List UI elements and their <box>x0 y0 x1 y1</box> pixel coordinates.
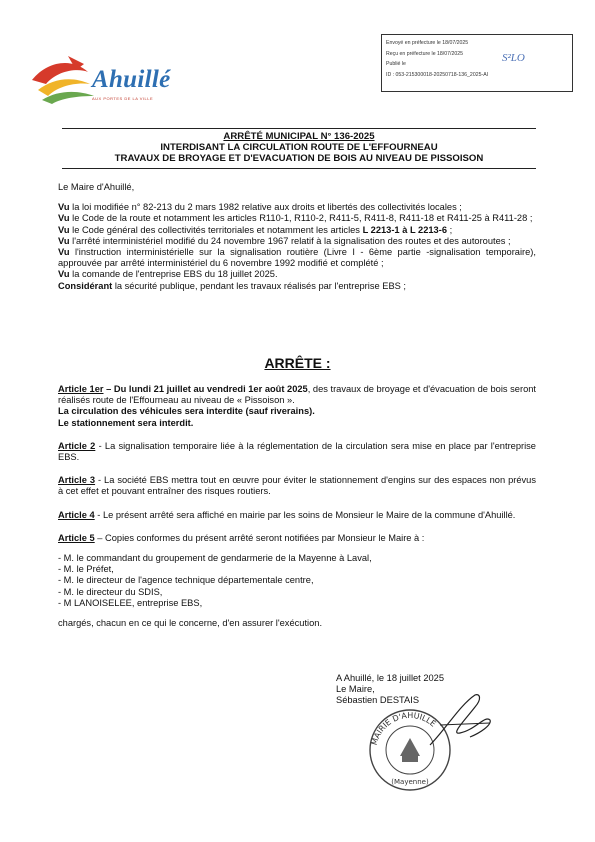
vu-item: Vu la comande de l'entreprise EBS du 18 juillet 2025. <box>58 269 278 280</box>
logo-wordmark: Ahuillé <box>92 66 171 93</box>
closing-line: chargés, chacun en ce qui le concerne, d'en assurer l'exécution. <box>58 618 323 629</box>
stamp-id: ID : 053-215300018-20250718-136_2025-AI <box>386 71 489 78</box>
vu-item: Vu la loi modifiée n° 82-213 du 2 mars 1982 relative aux droits et libertés des collectivités locales ; <box>58 202 462 213</box>
list-item: - M. le directeur du SDIS, <box>58 586 163 597</box>
vu-item: Vu l'instruction interministérielle sur la signalisation routière (Livre I - 6ème partie -signalisation temporaire), approuvée par arrêté interministériel du 6 novembre 1992 modifié et complété ; <box>58 247 536 269</box>
list-item: - M. le commandant du groupement de gendarmerie de la Mayenne à Laval, <box>58 553 372 564</box>
title-works: TRAVAUX DE BROYAGE ET D'EVACUATION DE BOIS AU NIVEAU DE PISSOISON <box>114 152 484 164</box>
article-3: Article 3 - La société EBS mettra tout en œuvre pour éviter le stationnement d'engins sur des espaces non prévus à cet effet et pouvant entraîner des risques routiers. <box>58 475 536 497</box>
mayor-signature <box>420 685 500 755</box>
article-1-circulation: La circulation des véhicules sera interdite (sauf riverains). <box>58 406 315 417</box>
document-title <box>62 132 536 164</box>
article-1-parking: Le stationnement sera interdit. <box>58 417 194 428</box>
title-subject: INTERDISANT LA CIRCULATION ROUTE DE L'EFFOURNEAU <box>160 141 438 153</box>
stamp-published: Publié le <box>386 61 406 67</box>
list-item: - M. le Préfet, <box>58 564 114 575</box>
vu-item: Vu l'arrêté interministériel modifié du 24 novembre 1967 relatif à la signalisation des routes et des autoroutes ; <box>58 235 511 246</box>
stamp-sent: Envoyé en préfecture le 18/07/2025 <box>386 40 469 46</box>
svg-text:MAIRIE D'AHUILLÉ: MAIRIE D'AHUILLÉ <box>369 710 438 747</box>
place-date: A Ahuillé, le 18 juillet 2025 <box>336 673 445 683</box>
list-item: - M. le directeur de l'agence technique départementale centre, <box>58 575 314 586</box>
svg-text:(Mayenne): (Mayenne) <box>391 778 429 786</box>
logo-tagline: AUX PORTES DE LA VILLE <box>92 96 154 101</box>
article-1: Article 1er – Du lundi 21 juillet au vendredi 1er août 2025, des travaux de broyage et d'évacuation de bois seront réalisés route de l'Effourneau au niveau de « Pissoison ». <box>58 384 536 406</box>
greeting: Le Maire d'Ahuillé, <box>58 182 135 192</box>
title-bottom-rule <box>62 168 536 169</box>
mayor-name: Sébastien DESTAIS <box>336 695 420 706</box>
arrete-heading: ARRÊTE : <box>264 355 331 371</box>
article-5: Article 5 – Copies conformes du présent arrêté seront notifiées par Monsieur le Maire à : <box>58 532 425 543</box>
articles <box>58 384 536 629</box>
title-top-rule <box>62 128 536 129</box>
recipient-list <box>58 553 536 609</box>
preamble <box>58 182 536 292</box>
vu-item: Vu le Code général des collectivités territoriales et notamment les articles L 2213-1 à L 2213-6 ; <box>58 224 453 235</box>
prefecture-stamp <box>381 34 573 92</box>
vu-item: Vu le Code de la route et notamment les articles R110-1, R110-2, R411-5, R411-8, R411-18 et R411-25 à R411-28 ; <box>58 213 533 224</box>
article-2: Article 2 - La signalisation temporaire liée à la réglementation de la circulation sera mise en place par l'entreprise EBS. <box>58 440 536 463</box>
article-4: Article 4 - Le présent arrêté sera affiché en mairie par les soins de Monsieur le Maire de la commune d'Ahuillé. <box>58 509 516 520</box>
stamp-signature: S²LO <box>502 52 525 64</box>
title-number: ARRÊTÉ MUNICIPAL N° 136-2025 <box>223 131 375 142</box>
considerant: Considérant la sécurité publique, pendant les travaux réalisés par l'entreprise EBS ; <box>58 280 407 291</box>
stamp-received: Reçu en préfecture le 18/07/2025 <box>386 50 464 57</box>
list-item: - M LANOISELEE, entreprise EBS, <box>58 597 203 608</box>
mayor-role: Le Maire, <box>336 684 375 695</box>
